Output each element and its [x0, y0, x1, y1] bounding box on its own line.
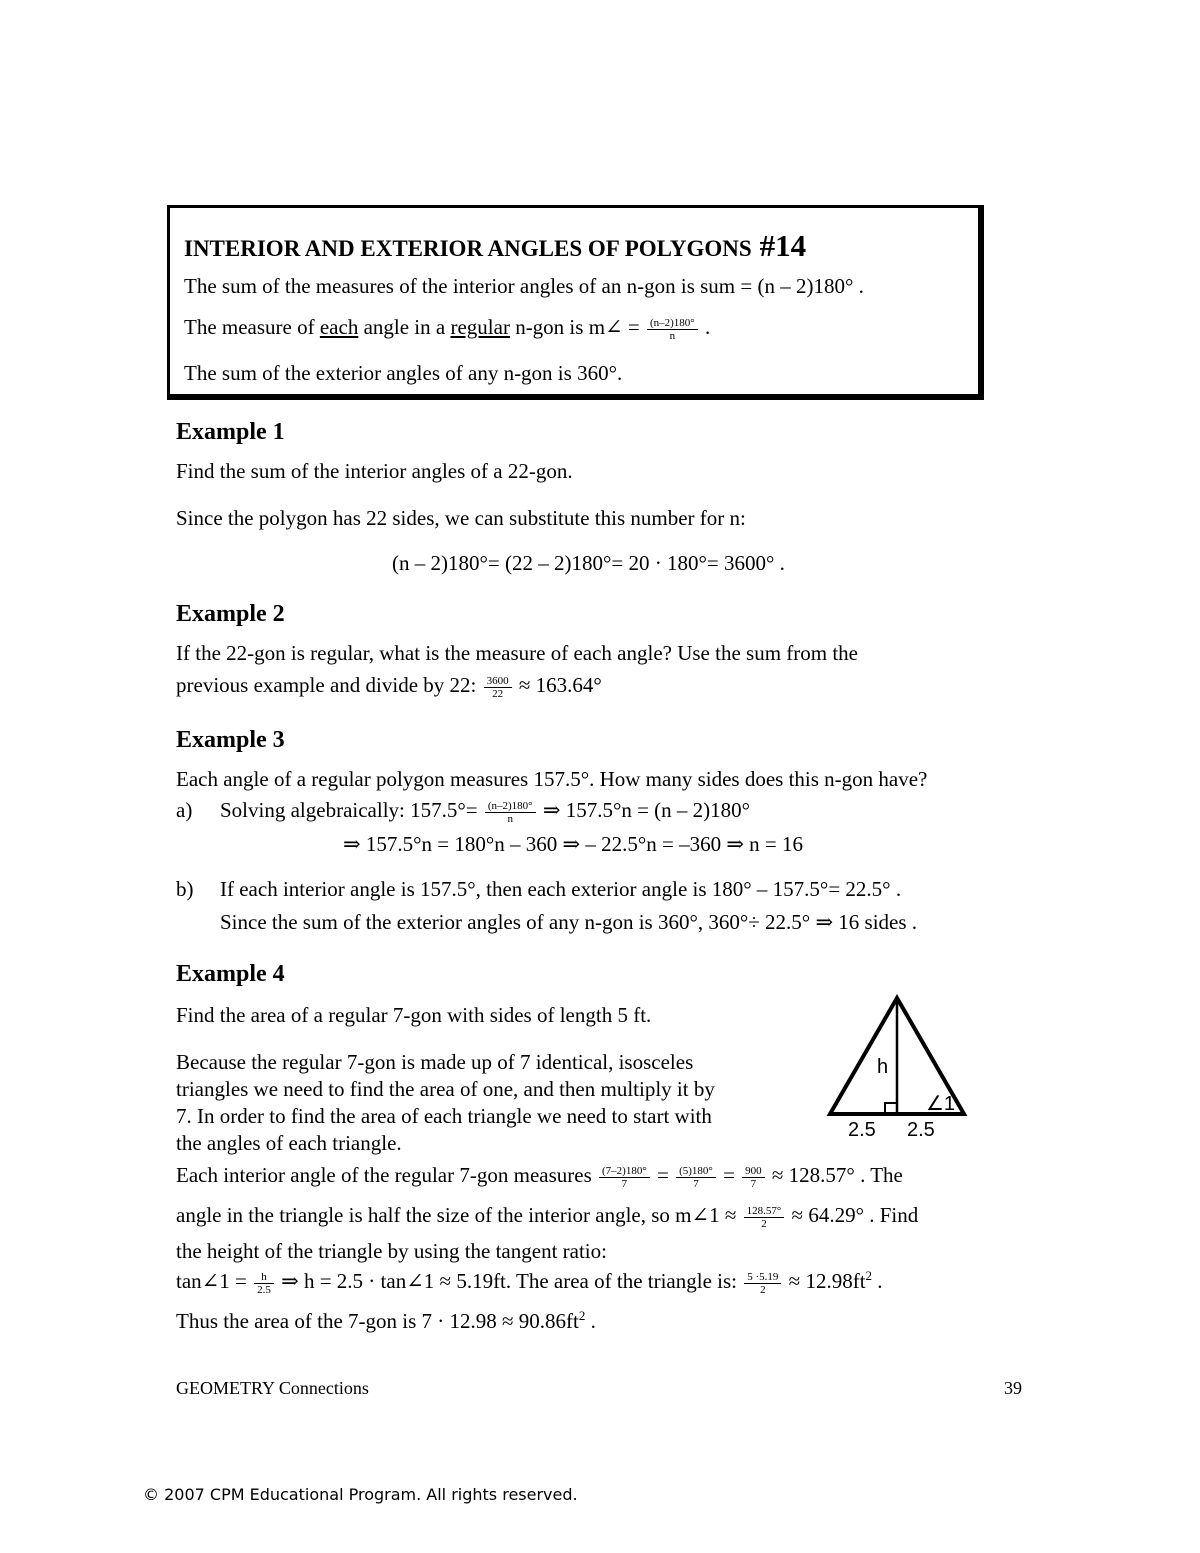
example-3-question: Each angle of a regular polygon measures 157.5°. How many sides does this n-gon have?: [176, 767, 928, 791]
example-4-heading: Example 4: [176, 961, 285, 987]
example-3-a-label: a): [176, 798, 193, 822]
example-4-line-8-end: .: [872, 1269, 883, 1293]
box-frac-den: n: [669, 329, 676, 342]
example-1-heading: Example 1: [176, 419, 285, 445]
example-4-frac-c: [742, 1165, 765, 1190]
example-2-frac-num: 3600: [484, 675, 512, 688]
example-4-frac-e-den: 2.5: [257, 1283, 271, 1296]
example-4-eq-2: =: [717, 1163, 741, 1187]
example-2-line-2-post: ≈ 163.64°: [513, 673, 602, 697]
example-4-frac-b-num: (5)180°: [676, 1165, 716, 1178]
example-3-a-post: ⇒ 157.5°n = (n – 2)180°: [537, 798, 751, 822]
box-line-2: [184, 314, 710, 342]
example-4-para-line-4: the angles of each triangle.: [176, 1131, 402, 1155]
example-3-b-line-2: Since the sum of the exterior angles of any n-gon is 360°, 360°÷ 22.5° ⇒ 16 sides .: [220, 910, 918, 934]
example-2-heading: Example 2: [176, 601, 285, 627]
example-4-line-8-sup: 2: [865, 1268, 873, 1283]
example-2-line-1: If the 22-gon is regular, what is the measure of each angle? Use the sum from the: [176, 641, 859, 665]
example-1-question: Find the sum of the interior angles of a 22-gon.: [176, 459, 573, 483]
example-3-a-frac-den: n: [507, 812, 513, 825]
example-4-frac-c-den: 7: [750, 1177, 757, 1190]
example-4-line-5: [176, 1162, 903, 1190]
example-1-paragraph: Since the polygon has 22 sides, we can substitute this number for n:: [176, 506, 746, 530]
example-4-frac-b: [676, 1165, 716, 1190]
example-2-line-2-pre: previous example and divide by 22:: [176, 673, 482, 697]
box-line-3: The sum of the exterior angles of any n-gon is 360°.: [184, 361, 623, 385]
example-1-equation: (n – 2)180°= (22 – 2)180°= 20 · 180°= 3600° .: [392, 551, 785, 575]
box-frac-num: (n–2)180°: [647, 317, 698, 330]
example-4-frac-a-den: 7: [621, 1177, 628, 1190]
example-4-frac-f: [744, 1271, 781, 1296]
example-4-para-line-2: triangles we need to find the area of one, and then multiply it by: [176, 1077, 715, 1101]
example-4-frac-d: [744, 1205, 785, 1230]
left-base-label: 2.5: [848, 1119, 876, 1140]
example-3-a-frac-num: (n–2)180°: [485, 800, 536, 813]
box-line-2-mid: angle in a: [358, 315, 451, 339]
example-4-line-6-post: ≈ 64.29° . Find: [786, 1203, 919, 1227]
box-line-2-regular: regular: [450, 315, 510, 339]
example-4-line-8-post: ≈ 12.98ft: [783, 1269, 866, 1293]
example-3-a-pre: Solving algebraically: 157.5°=: [220, 798, 483, 822]
example-4-frac-e: [254, 1271, 274, 1296]
triangle-figure: [820, 990, 980, 1140]
example-4-line-5-post: ≈ 128.57° . The: [766, 1163, 903, 1187]
example-4-line-9-end: .: [585, 1309, 596, 1333]
example-4-para-line-1: Because the regular 7-gon is made up of 7 identical, isosceles: [176, 1050, 694, 1074]
example-4-frac-a-num: (7–2)180°: [599, 1165, 650, 1178]
example-4-line-8-mid: ⇒ h = 2.5 · tan∠1 ≈ 5.19ft. The area of the triangle is:: [275, 1269, 743, 1293]
example-2-frac-den: 22: [492, 687, 504, 700]
example-4-eq-1: =: [651, 1163, 675, 1187]
example-4-frac-e-num: h: [254, 1271, 274, 1284]
example-4-line-9: [176, 1308, 596, 1334]
right-base-label: 2.5: [907, 1119, 935, 1140]
example-4-line-8-pre: tan∠1 =: [176, 1269, 253, 1293]
example-2-fraction: [484, 675, 512, 700]
box-fraction: [647, 317, 698, 342]
example-4-frac-d-num: 128.57°: [744, 1205, 785, 1218]
box-line-2-each: each: [319, 315, 359, 339]
height-label: h: [877, 1056, 889, 1078]
example-4-frac-a: [599, 1165, 650, 1190]
footer-page-number: 39: [1004, 1378, 1022, 1398]
angle-1-label: ∠1: [926, 1093, 956, 1115]
example-4-line-8: [176, 1268, 883, 1296]
example-2-line-2: [176, 672, 602, 700]
box-title: [184, 228, 806, 264]
example-4-frac-d-den: 2: [761, 1217, 767, 1230]
example-4-line-5-pre: Each interior angle of the regular 7-gon measures: [176, 1163, 597, 1187]
example-4-para-line-3: 7. In order to find the area of each triangle we need to start with: [176, 1104, 712, 1128]
example-4-line-7: the height of the triangle by using the tangent ratio:: [176, 1239, 607, 1263]
box-line-2-end: .: [699, 315, 711, 339]
example-4-frac-b-den: 7: [693, 1177, 699, 1190]
footer-left: GEOMETRY Connections: [176, 1378, 369, 1398]
example-3-a-line-2: ⇒ 157.5°n = 180°n – 360 ⇒ – 22.5°n = –360 ⇒ n = 16: [343, 832, 804, 856]
example-4-frac-f-num: 5 ·5.19: [744, 1271, 781, 1284]
box-line-1: The sum of the measures of the interior angles of an n-gon is sum = (n – 2)180° .: [184, 274, 864, 298]
example-3-b-label: b): [176, 877, 194, 901]
example-4-line-6: [176, 1202, 918, 1230]
box-line-2-pre: The measure of: [184, 315, 320, 339]
box-title-text: INTERIOR AND EXTERIOR ANGLES OF POLYGONS: [184, 236, 752, 261]
box-number: #14: [759, 228, 807, 263]
copyright: © 2007 CPM Educational Program. All rights reserved.: [143, 1485, 578, 1504]
example-4-frac-c-num: 900: [742, 1165, 765, 1178]
example-4-line-9-sup: 2: [578, 1308, 586, 1323]
example-4-line-6-pre: angle in the triangle is half the size of the interior angle, so m∠1 ≈: [176, 1203, 742, 1227]
box-line-2-post: n-gon is m∠ =: [509, 315, 645, 339]
example-4-frac-f-den: 2: [760, 1283, 766, 1296]
example-3-heading: Example 3: [176, 727, 285, 753]
example-3-a-fraction: [485, 800, 536, 825]
example-3-b-line-1: If each interior angle is 157.5°, then each exterior angle is 180° – 157.5°= 22.5° .: [220, 877, 902, 901]
example-4-question: Find the area of a regular 7-gon with sides of length 5 ft.: [176, 1003, 652, 1027]
example-4-line-9-pre: Thus the area of the 7-gon is 7 · 12.98 ≈ 90.86ft: [176, 1309, 579, 1333]
example-3-a-line-1: [220, 797, 750, 825]
